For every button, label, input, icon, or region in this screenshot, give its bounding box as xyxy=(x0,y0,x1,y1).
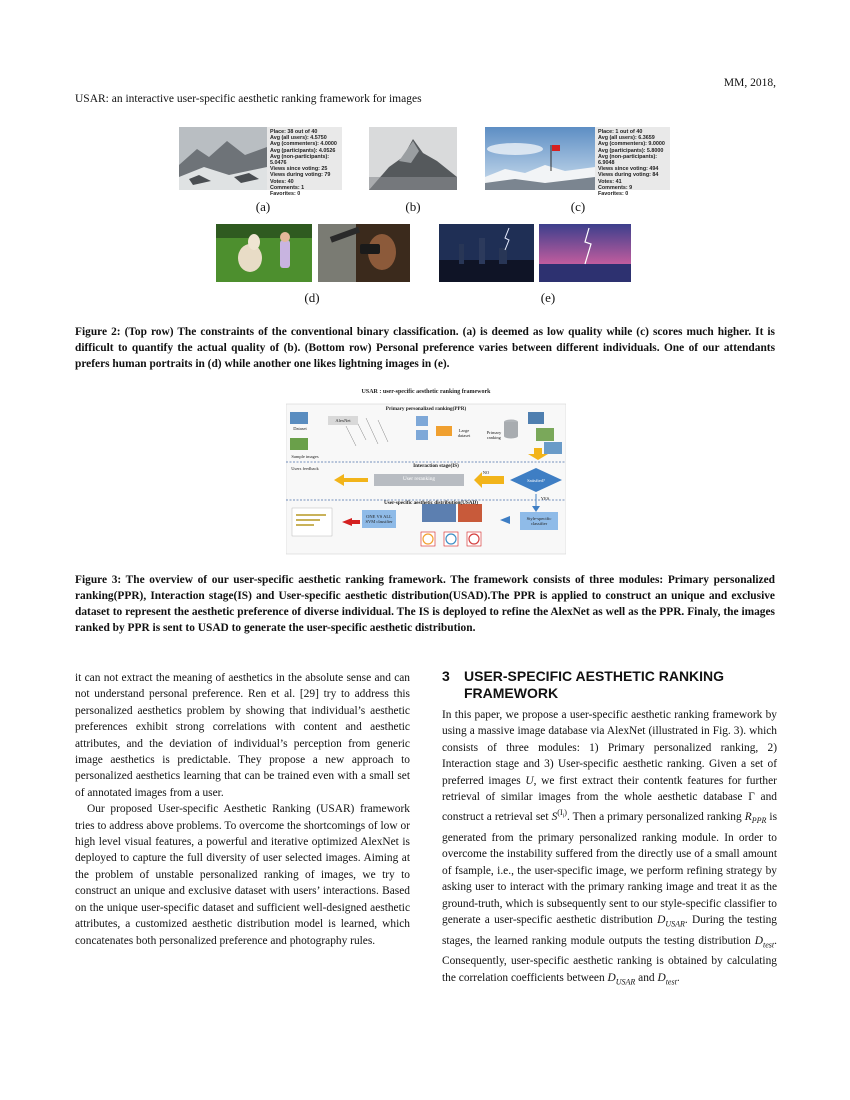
math-symbol: PPR xyxy=(751,816,767,826)
fig3-users-feedback: Users feedback xyxy=(291,466,319,471)
text-run: , we first extract their contentk features for further retrieval of similar images from the whole aesthetic database Γ and construct a retrieval set xyxy=(442,774,777,824)
figure2-photo-e2 xyxy=(539,224,631,282)
figure2-photo-c xyxy=(485,127,595,190)
fig3-yes-label: YES xyxy=(540,496,550,501)
math-symbol: i xyxy=(562,814,565,821)
stats-panel-c xyxy=(595,127,670,198)
fig3-large-dataset: Large dataset xyxy=(457,428,471,438)
left-column xyxy=(75,670,410,949)
stats-panel-a xyxy=(267,127,342,198)
stat-line: Avg (commenters): 4.0000 xyxy=(270,141,337,148)
math-symbol: D xyxy=(754,934,764,947)
section-title-line2: FRAMEWORK xyxy=(464,685,559,701)
fig3-dataset-label: Dataset xyxy=(293,426,307,431)
stat-line: Views since voting: 25 xyxy=(270,166,328,173)
stat-line: Comments: 9 xyxy=(598,184,633,191)
section-title-line1: USER-SPECIFIC AESTHETIC RANKING xyxy=(464,668,725,684)
mountain-fog-image-b xyxy=(369,127,457,190)
city-night-lightning-image xyxy=(439,224,534,282)
stat-line: Favorites: 0 xyxy=(598,191,629,198)
right-column xyxy=(442,707,777,990)
subfigure-label-b: (b) xyxy=(405,199,421,214)
fig3-is-label: Interaction stage(IS) xyxy=(413,463,459,469)
figure2-photo-d1 xyxy=(216,224,312,282)
stat-line: Views during voting: 79 xyxy=(270,172,331,179)
fig3-title: USAR : user-specific aesthetic ranking framework xyxy=(361,389,491,395)
paragraph xyxy=(442,707,777,990)
text-run: . xyxy=(676,971,680,984)
text-run: and xyxy=(635,971,658,984)
math-symbol: USAR xyxy=(665,919,685,929)
text-run: . Consequently, user-specific aesthetic ranking is obtained by calculating the correlation coefficients between xyxy=(442,934,777,984)
math-symbol: R xyxy=(744,811,752,824)
stat-line: Votes: 40 xyxy=(270,178,294,185)
figure2-caption: Figure 2: (Top row) The constraints of the conventional binary classification. (a) is deemed as low quality while (c) scores much higher. It is difficult to quantify the actual quality of (b). (Bottom row) Personal preference varies between different individuals. One of our attendants prefers human portraits in (d) while another one likes lightning images in (e). xyxy=(75,326,775,370)
fig3-svm-box: ONE VS ALL SVM classifier xyxy=(365,514,393,524)
fig3-style-classifier: Style-specific classifier xyxy=(526,516,552,526)
fig3-ppr-label: Primary personalized ranking(PPR) xyxy=(385,406,467,412)
stat-line: Avg (all users): 4.5750 xyxy=(270,135,327,142)
fig3-sample-images-label: Sample images xyxy=(291,454,319,459)
running-header-title: USAR: an interactive user-specific aesthetic ranking framework for images xyxy=(75,93,422,105)
text-run: In this paper, we propose a user-specific aesthetic ranking framework by using a massive image database via AlexNet (illustrated in Fig. 3). which consists of three modules: 1) Primary personalized ranking, 2) Interaction stage and 3) User-specific aesthetic ranking. Given a set of preferred images xyxy=(442,709,777,787)
math-symbol: D xyxy=(607,971,616,984)
stat-line: Place: 38 out of 40 xyxy=(270,129,318,135)
stat-line: Votes: 41 xyxy=(598,178,622,185)
running-header-right: MM, 2018, xyxy=(723,77,776,89)
stat-line: Avg (participants): 4.0526 xyxy=(270,147,336,154)
fig3-alexnet-box: AlexNet xyxy=(328,416,358,425)
stat-line: Avg (participants): 5.8000 xyxy=(598,147,664,154)
fig3-satisfied: Satisfied? xyxy=(527,478,545,483)
subfigure-label-d: (d) xyxy=(304,290,320,305)
photographer-portrait-image xyxy=(318,224,410,282)
figure2-photo-e1 xyxy=(439,224,534,282)
stat-line: Comments: 1 xyxy=(270,184,305,191)
section-number: 3 xyxy=(442,668,450,684)
fig3-primary-ranking: Primary ranking xyxy=(486,430,502,440)
fig3-user-reranking: User reranking xyxy=(402,476,436,482)
fig3-no-label: NO xyxy=(482,470,490,475)
stat-line: Views since voting: 494 xyxy=(598,166,659,173)
figure2-photo-b xyxy=(369,127,457,190)
math-symbol: ) xyxy=(564,808,567,818)
stat-line: Avg (non-participants): 5.0476 xyxy=(270,153,330,167)
alpaca-girl-image xyxy=(216,224,312,282)
section-heading xyxy=(442,668,777,702)
figure3-diagram xyxy=(286,390,566,555)
stat-line: Avg (non-participants): 6.9048 xyxy=(598,153,658,167)
stat-line: Avg (commenters): 9.0000 xyxy=(598,141,665,148)
figure3-caption: Figure 3: The overview of our user-specific aesthetic ranking framework. The framework consists of three modules: Primary personalized ranking(PPR), Interaction stage(IS) and User-specific aesthetic distribution(USAD).The PPR is applied to construct an unique and exclusive dataset to represent the aesthetic preference of diverse individual. The IS is deployed to refine the AlexNet as well as the PPR. Finaly, the images ranked by PPR is sent to USAD to generate the user-specific aesthetic distribution. xyxy=(75,574,775,634)
figure2-photo-a xyxy=(179,127,267,190)
subfigure-label-e: (e) xyxy=(540,290,556,305)
subfigure-label-c: (c) xyxy=(570,199,586,214)
paragraph: Our proposed User-specific Aesthetic Ranking (USAR) framework tries to address above problems. To overcome the shortcomings of low or high level visual features, a powerful and iterative optimized AlexNet is deployed to capture the full diversity of user selected images. Aiming at the problem of unstable personalized ranking of images, we try to construct an unique and exclusive dataset with users’ interactions. Based on the unique user-specific dataset and sufficient well-designed aesthetic attributes, a customized aesthetic distribution model is learned, which concatenates both personalized preference and photography rules. xyxy=(75,803,410,947)
math-symbol: D xyxy=(657,913,666,926)
math-symbol: test xyxy=(763,939,775,949)
figure2-photo-d2 xyxy=(318,224,410,282)
subfigure-label-a: (a) xyxy=(255,199,271,214)
math-symbol: test xyxy=(665,977,677,987)
paragraph: it can not extract the meaning of aesthetics in the absolute sense and can not understand personal preference. Ren et al. [29] try to address this personalized aesthetics problem by showing that individual’s aesthetic preferences exhibit strong correlations with content and aesthetic attributes, and the deviation of individual’s perception from generic image aesthetics is predictable. They propose a new approach to personalized aesthetics learning that can be trained even with a small set of annotated images from a user. xyxy=(75,672,410,799)
mountain-flag-image-c xyxy=(485,127,595,190)
math-symbol: D xyxy=(657,971,666,984)
lightning-lake-image xyxy=(539,224,631,282)
fig3-usad-label: User-specific aesthetic distribution(USAD) xyxy=(383,500,479,506)
stat-line: Place: 1 out of 40 xyxy=(598,129,643,135)
text-run: . Then a primary personalized ranking xyxy=(566,811,745,824)
stat-line: Views during voting: 84 xyxy=(598,172,659,179)
stat-line: Avg (all users): 6.3659 xyxy=(598,135,655,142)
text-run: . During the testing stages, the learned ranking module outputs the testing distribution xyxy=(442,913,777,947)
fig3-frame xyxy=(286,390,566,555)
math-symbol: USAR xyxy=(615,977,636,987)
stat-line: Favorites: 0 xyxy=(270,191,301,198)
math-symbol: U xyxy=(525,774,534,787)
mountain-snow-image-a xyxy=(179,127,267,190)
math-symbol: (I xyxy=(557,808,563,818)
math-symbol: S xyxy=(551,811,558,824)
text-run: is generated from the primary personalized ranking module. In order to overcome the instability suffered from the directly use of a small amount of fsample, i.e., the user-specific image, we perform refining strategy by asking user to interact with the primary ranking image and treat it as the ground-truth, which is subsequently sent to our style-specific classifier to generate a user-specific aesthetic distribution xyxy=(442,811,777,926)
